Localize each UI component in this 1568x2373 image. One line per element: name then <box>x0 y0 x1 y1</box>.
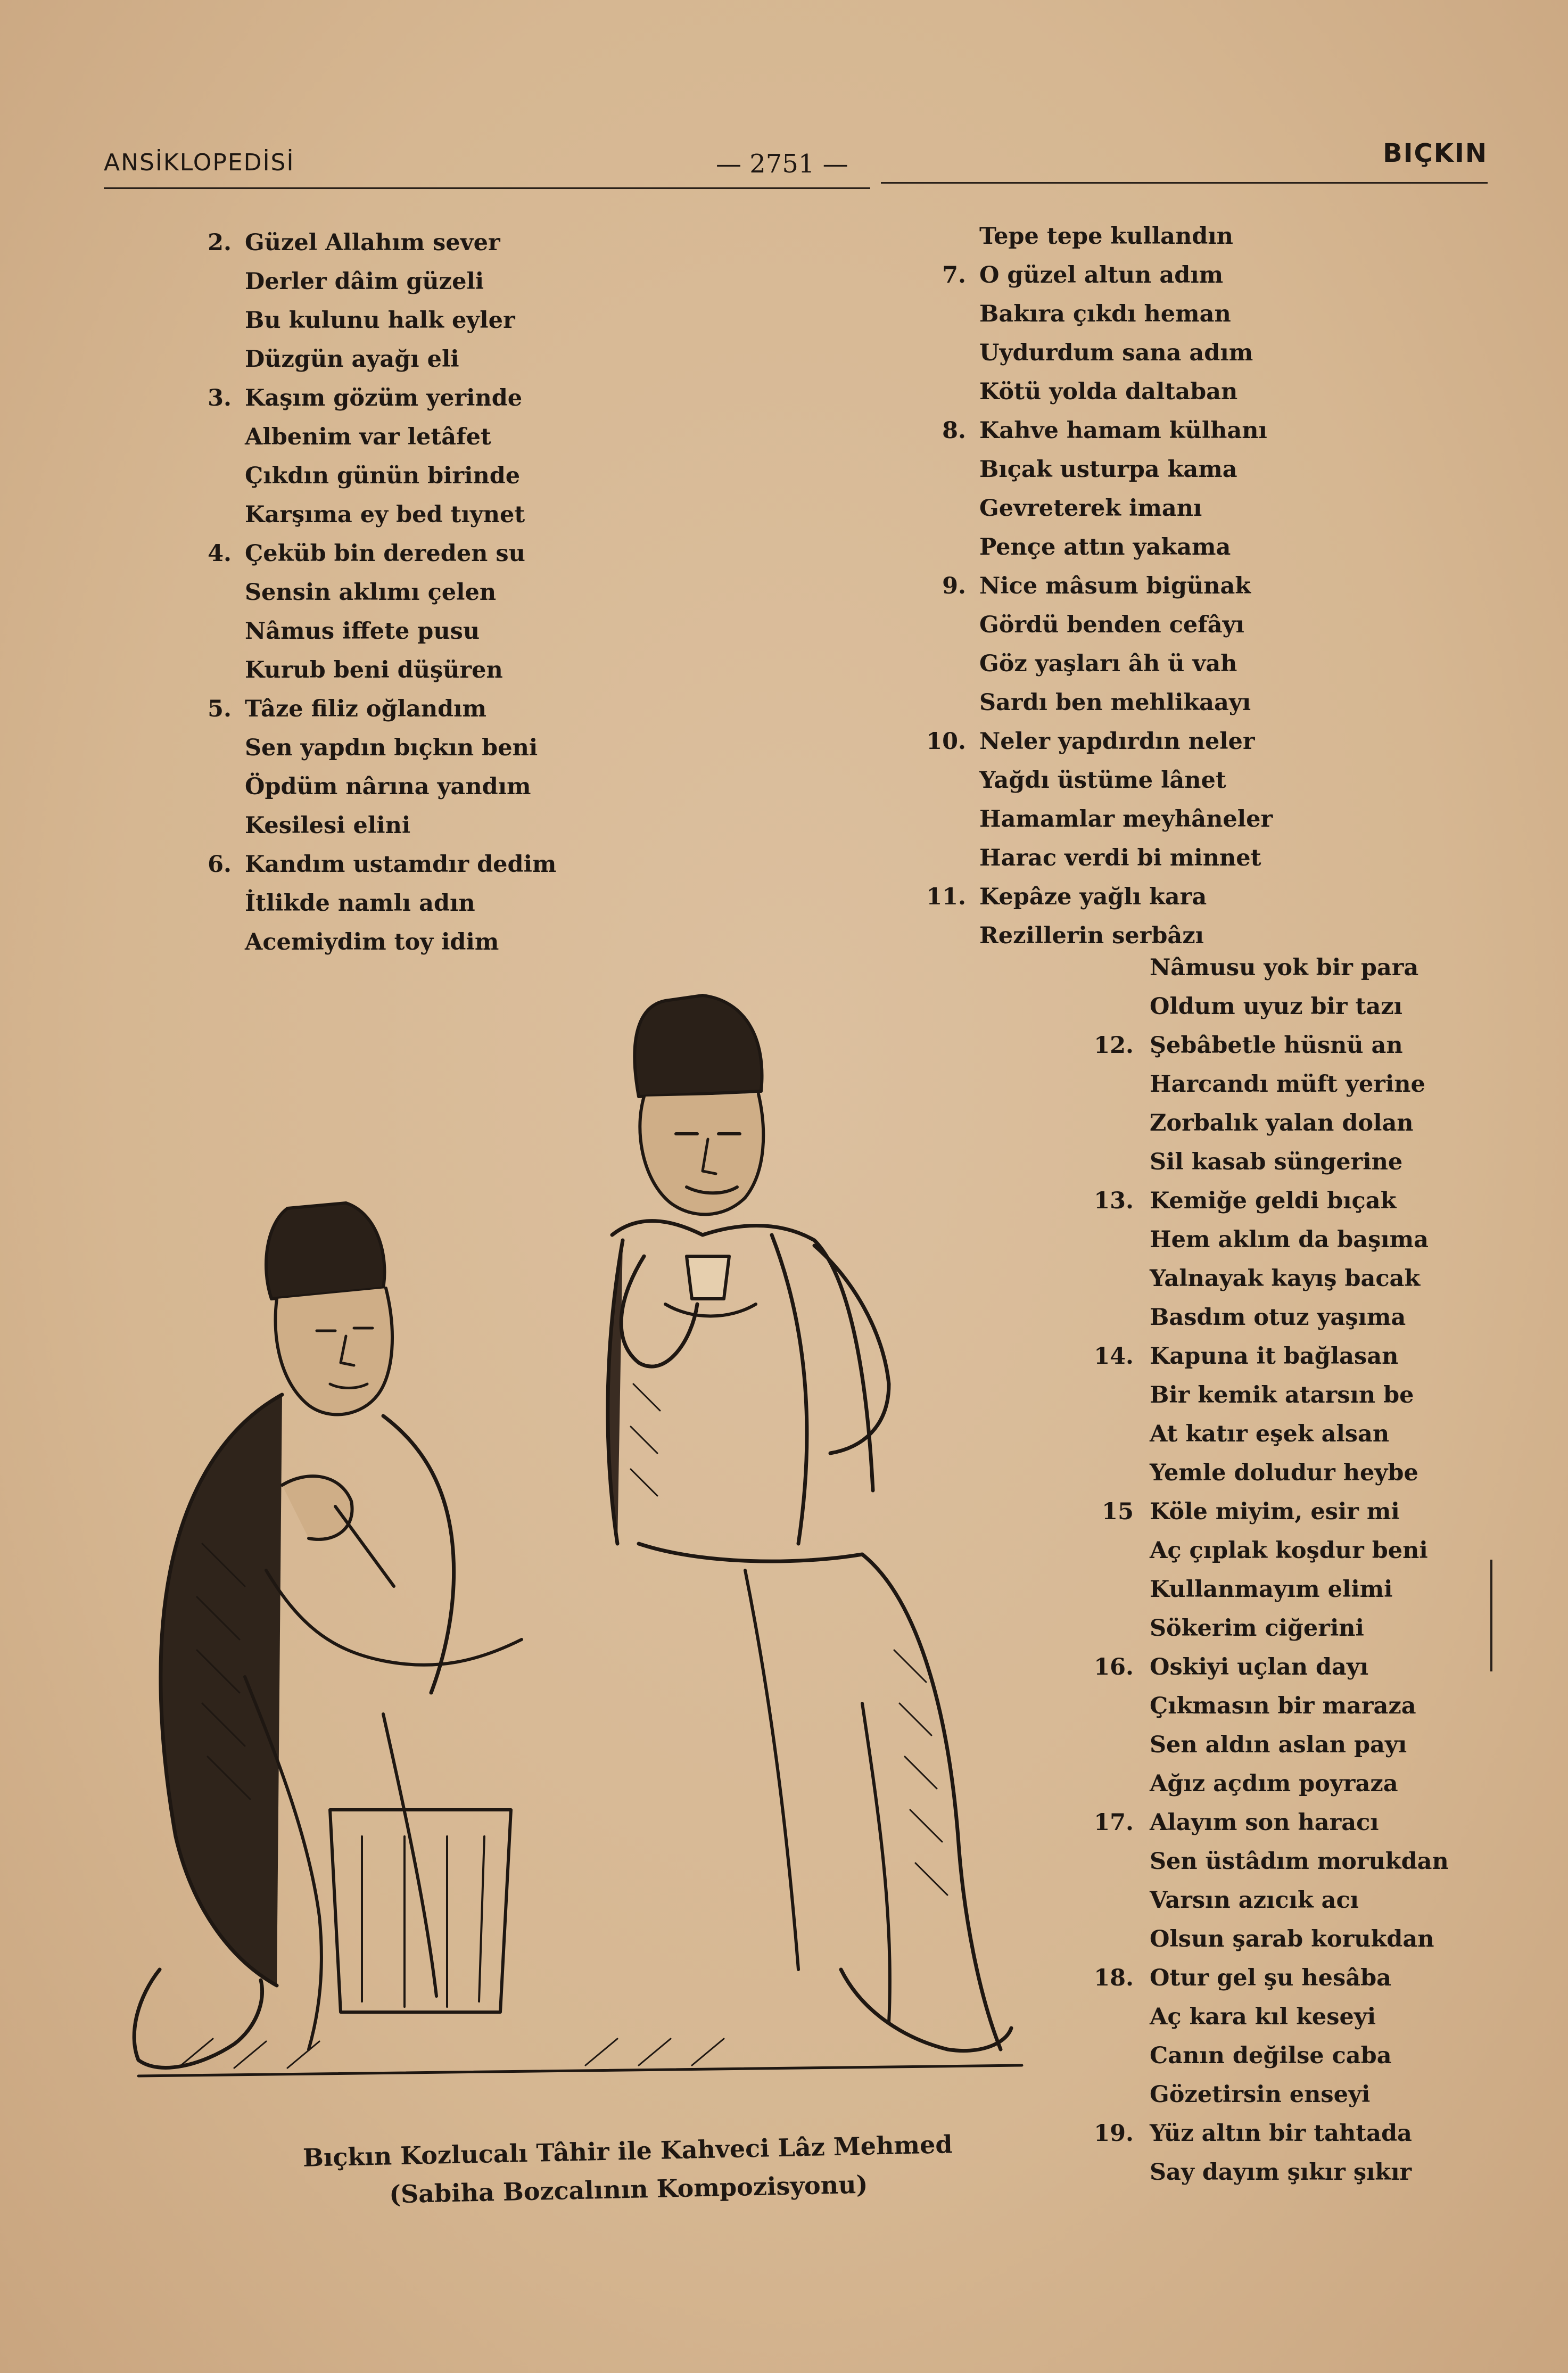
verse-text: Gevreterek imanı <box>979 495 1202 522</box>
caption-line-2: (Sabiha Bozcalının Kompozisyonu) <box>389 2170 868 2209</box>
verse-text: Sensin aklımı çelen <box>245 579 497 606</box>
verse-line <box>1150 1454 1449 1493</box>
verse-text: Kandım ustamdır dedim <box>245 851 557 878</box>
verse-text: Bu kulunu halk eyler <box>245 307 515 334</box>
verse-line <box>979 839 1273 878</box>
verse-line <box>208 379 556 418</box>
verse-text: Kapuna it bağlasan <box>1150 1343 1399 1370</box>
verse-text: Kötü yolda daltaban <box>979 378 1238 405</box>
verse-text: Canın değilse caba <box>1150 2042 1392 2069</box>
verse-text: Köle miyim, esir mi <box>1150 1498 1400 1525</box>
verse-text: Pençe attın yakama <box>979 534 1231 561</box>
verse-text: Kahve hamam külhanı <box>979 417 1267 444</box>
verse-text: Çıkdın günün birinde <box>245 463 521 489</box>
verse-line <box>208 845 557 884</box>
verse-text: Neler yapdırdın neler <box>979 728 1255 755</box>
verse-line <box>942 567 1273 606</box>
verse-line <box>245 884 556 923</box>
verse-line <box>1102 1493 1449 1531</box>
verse-line <box>926 722 1273 761</box>
verse-line <box>1150 1765 1449 1803</box>
stanza-number: 4. <box>208 540 232 567</box>
verse-line <box>979 528 1273 567</box>
stanza-number: 6. <box>208 851 232 878</box>
verse-text: Yalnayak kayış bacak <box>1150 1265 1421 1292</box>
verse-line <box>979 800 1273 839</box>
verse-text: Düzgün ayağı eli <box>245 346 459 373</box>
verse-text: O güzel altun adım <box>979 262 1224 289</box>
verse-line <box>1150 1881 1449 1920</box>
verse-line <box>1150 1998 1449 2037</box>
verse-line <box>1094 1803 1449 1842</box>
verse-text: Aç kara kıl keseyi <box>1150 2004 1376 2030</box>
verse-text: Derler dâim güzeli <box>245 268 484 295</box>
verse-text: Zorbalık yalan dolan <box>1150 1110 1414 1136</box>
header-rule-right <box>881 182 1488 184</box>
verse-text: Nâmusu yok bir para <box>1150 954 1419 981</box>
verse-text: Kemiğe geldi bıçak <box>1150 1188 1397 1214</box>
verse-text: Hem aklım da başıma <box>1150 1226 1429 1253</box>
page-header <box>104 133 1488 192</box>
verse-line <box>1150 1726 1449 1765</box>
verse-line <box>1150 1298 1449 1337</box>
verse-text: Tepe tepe kullandın <box>979 223 1233 250</box>
verse-line <box>1094 1337 1449 1376</box>
verse-line <box>979 295 1273 334</box>
verse-line <box>1150 1415 1449 1454</box>
header-rule-left <box>104 187 870 189</box>
verse-text: Oskiyi uçlan dayı <box>1150 1654 1369 1680</box>
verse-line <box>245 806 556 845</box>
verse-text: Oldum uyuz bir tazı <box>1150 993 1402 1020</box>
verse-line <box>1150 2153 1449 2192</box>
verse-line <box>1150 2075 1449 2114</box>
verse-line <box>245 301 556 340</box>
verse-text: Otur gel şu hesâba <box>1150 1965 1391 1991</box>
verse-line <box>979 217 1273 256</box>
stanza-number: 3. <box>208 385 232 411</box>
verse-line <box>208 534 556 573</box>
verse-text: Hamamlar meyhâneler <box>979 806 1273 833</box>
verse-line <box>926 878 1273 917</box>
verse-text: Öpdüm nârına yandım <box>245 773 531 800</box>
page-number: — 2751 — <box>716 149 848 179</box>
stanza-number: 13. <box>1094 1188 1134 1214</box>
verse-text: Yağdı üstüme lânet <box>979 767 1226 794</box>
verse-line <box>245 573 556 612</box>
verse-line <box>1150 1842 1449 1881</box>
verse-line <box>1150 1143 1449 1182</box>
verse-line <box>245 340 556 379</box>
verse-line <box>979 373 1273 411</box>
verse-text: Şebâbetle hüsnü an <box>1150 1032 1403 1059</box>
verse-line <box>245 923 556 962</box>
verse-text: Yemle doludur heybe <box>1150 1460 1418 1486</box>
stanza-number: 7. <box>942 262 966 289</box>
verse-text: Acemiydim toy idim <box>245 929 499 955</box>
verse-line <box>979 334 1273 373</box>
verse-text: Gözetirsin enseyi <box>1150 2081 1371 2108</box>
verse-text: Sökerim ciğerini <box>1150 1615 1364 1642</box>
verse-text: Karşıma ey bed tıynet <box>245 501 525 528</box>
stanza-number: 9. <box>942 573 966 599</box>
verse-line <box>245 496 556 534</box>
verse-line <box>979 489 1273 528</box>
verse-text: Tâze filiz oğlandım <box>245 696 487 722</box>
verse-text: Güzel Allahım sever <box>245 229 500 256</box>
verse-text: Albenim var letâfet <box>245 424 491 450</box>
stanza-number: 8. <box>942 417 966 444</box>
verse-line <box>1150 1104 1449 1143</box>
left-verse-column <box>208 224 557 962</box>
verse-line <box>979 606 1273 645</box>
stanza-number: 16. <box>1094 1654 1134 1680</box>
verse-line <box>245 651 556 690</box>
verse-text: Alayım son haracı <box>1150 1809 1379 1836</box>
stanza-number: 14. <box>1094 1343 1134 1370</box>
verse-line <box>245 457 556 496</box>
verse-line <box>208 224 556 262</box>
verse-text: Kepâze yağlı kara <box>979 884 1207 910</box>
verse-text: Sardı ben mehlikaayı <box>979 689 1251 716</box>
verse-text: Bir kemik atarsın be <box>1150 1382 1414 1408</box>
verse-text: Sen yapdın bıçkın beni <box>245 735 538 761</box>
verse-text: Olsun şarab korukdan <box>1150 1926 1434 1952</box>
verse-line <box>1094 1959 1449 1998</box>
verse-line <box>245 418 556 457</box>
verse-line <box>1150 1376 1449 1415</box>
right-verse-column-top <box>926 217 1273 955</box>
stanza-number: 19. <box>1094 2120 1134 2147</box>
illustration-two-men <box>106 958 1107 2119</box>
stanza-number: 11. <box>926 884 966 910</box>
running-head: ANSİKLOPEDİSİ <box>104 149 295 176</box>
verse-line <box>245 729 556 768</box>
verse-line <box>942 256 1273 295</box>
verse-text: Sen aldın aslan payı <box>1150 1732 1407 1758</box>
verse-text: Kaşım gözüm yerinde <box>245 385 523 411</box>
stanza-number: 18. <box>1094 1965 1134 1991</box>
verse-text: Basdım otuz yaşıma <box>1150 1304 1406 1331</box>
verse-line <box>1150 1221 1449 1259</box>
stanza-number: 12. <box>1094 1032 1134 1059</box>
verse-text: Gördü benden cefâyı <box>979 612 1244 638</box>
verse-line <box>1150 987 1449 1026</box>
verse-line <box>1094 1182 1449 1221</box>
verse-line <box>1094 1648 1449 1687</box>
verse-text: Sen üstâdım morukdan <box>1150 1848 1449 1875</box>
verse-line <box>979 683 1273 722</box>
verse-text: Yüz altın bir tahtada <box>1150 2120 1412 2147</box>
verse-line <box>1150 1065 1449 1104</box>
verse-line <box>1150 1259 1449 1298</box>
verse-line <box>1150 1687 1449 1726</box>
verse-text: Say dayım şıkır şıkır <box>1150 2159 1412 2186</box>
verse-line <box>1150 1609 1449 1648</box>
verse-text: Nâmus iffete pusu <box>245 618 480 645</box>
verse-line <box>245 768 556 806</box>
stanza-number: 15 <box>1102 1498 1134 1525</box>
verse-line <box>245 612 556 651</box>
entry-word: BIÇKIN <box>1383 138 1488 168</box>
stanza-number: 2. <box>208 229 232 256</box>
verse-text: Kullanmayım elimi <box>1150 1576 1393 1603</box>
verse-text: Sil kasab süngerine <box>1150 1149 1403 1175</box>
verse-text: Bakıra çıkdı heman <box>979 301 1231 327</box>
verse-text: Aç çıplak koşdur beni <box>1150 1537 1428 1564</box>
stanza-number: 17. <box>1094 1809 1134 1836</box>
verse-line <box>1150 2037 1449 2075</box>
verse-text: Bıçak usturpa kama <box>979 456 1237 483</box>
stanza-number: 10. <box>926 728 966 755</box>
verse-text: Harac verdi bi minnet <box>979 845 1261 871</box>
verse-line <box>979 450 1273 489</box>
verse-line <box>1150 1920 1449 1959</box>
verse-text: İtlikde namlı adın <box>245 890 475 917</box>
stanza-number: 5. <box>208 696 232 722</box>
verse-line <box>1150 1531 1449 1570</box>
verse-text: Çeküb bin dereden su <box>245 540 525 567</box>
verse-text: Kesilesi elini <box>245 812 411 839</box>
caption-line-1: Bıçkın Kozlucalı Tâhir ile Kahveci Lâz Mehmed <box>302 2130 953 2172</box>
verse-line <box>1150 949 1449 987</box>
verse-text: Göz yaşları âh ü vah <box>979 650 1237 677</box>
verse-line <box>1150 1570 1449 1609</box>
verse-text: Çıkmasın bir maraza <box>1150 1693 1416 1719</box>
verse-line <box>1094 1026 1449 1065</box>
verse-line <box>942 411 1273 450</box>
margin-mark <box>1490 1560 1492 1671</box>
verse-text: At katır eşek alsan <box>1150 1421 1390 1447</box>
verse-line <box>1094 2114 1449 2153</box>
verse-text: Rezillerin serbâzı <box>979 922 1204 949</box>
verse-line <box>979 761 1273 800</box>
verse-text: Harcandı müft yerine <box>1150 1071 1425 1098</box>
verse-line <box>979 645 1273 683</box>
verse-line <box>245 262 556 301</box>
verse-text: Varsın azıcık acı <box>1150 1887 1359 1914</box>
right-verse-column-bottom <box>1094 949 1449 2192</box>
verse-text: Nice mâsum bigünak <box>979 573 1251 599</box>
verse-line <box>208 690 556 729</box>
verse-text: Uydurdum sana adım <box>979 340 1253 366</box>
verse-text: Kurub beni düşüren <box>245 657 503 683</box>
verse-text: Ağız açdım poyraza <box>1150 1770 1398 1797</box>
